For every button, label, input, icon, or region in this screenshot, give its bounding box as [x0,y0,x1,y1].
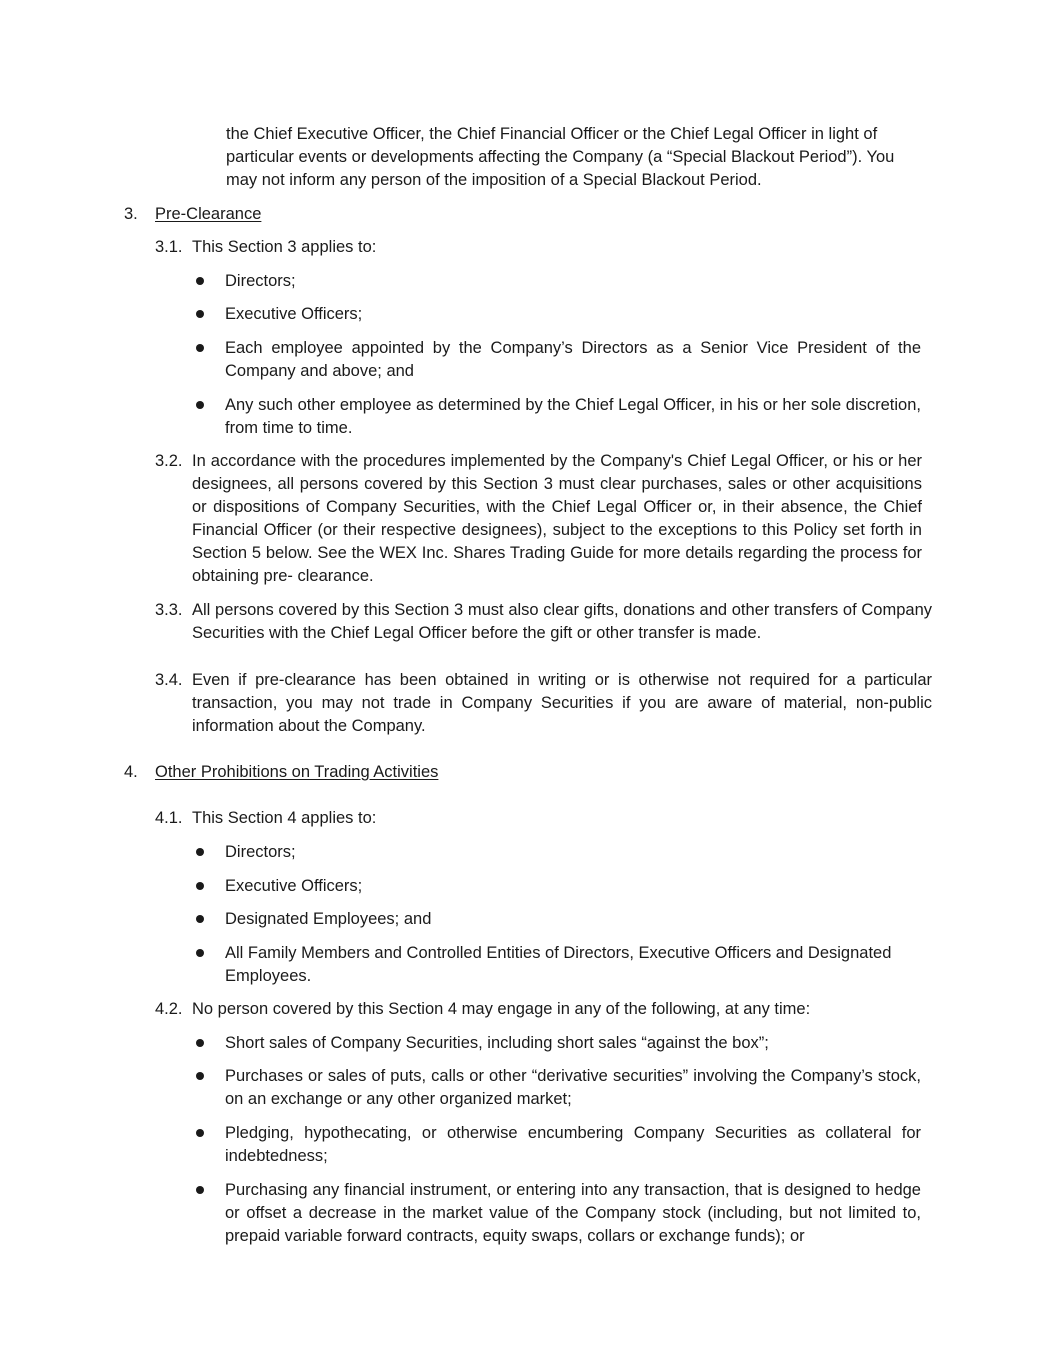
bullet-text: Purchasing any financial instrument, or entering into any transaction, that is designed to hedge or offset a decrease in the market value of the Company stock (including, but not limited to, prepaid variable forward contracts, equity swaps, collars or exchange funds); or [225,1181,921,1245]
bullet-text: Directors; [225,272,296,290]
bullet-dot [196,277,204,285]
subsection-text: In accordance with the procedures implemented by the Company's Chief Legal Officer, or his or her designees, all persons covered by this Section 3 must clear purchases, sales or other acquisitions or dispositions of Company Securities, with the Chief Legal Officer or, in their absence, the Chief Financial Officer (or their respective designees), subject to the exceptions to this Policy set forth in Section 5 below. See the WEX Inc. Shares Trading Guide for more details regarding the process for obtaining pre- clearance. [192,452,922,585]
subsection-text: This Section 4 applies to: [192,809,377,827]
subsection-number: 3.2. [155,452,183,470]
subsection-text: All persons covered by this Section 3 must also clear gifts, donations and other transfers of Company Securities with the Chief Legal Officer before the gift or other transfer is made. [192,601,932,642]
bullet-text: Designated Employees; and [225,910,432,928]
continuation-line: the Chief Executive Officer, the Chief Financial Officer or the Chief Legal Officer in light of [226,125,878,143]
bullet-dot [196,1039,204,1047]
bullet-dot [196,949,204,957]
subsection-text: No person covered by this Section 4 may engage in any of the following, at any time: [192,1000,811,1018]
bullet-dot [196,401,204,409]
bullet-text: Pledging, hypothecating, or otherwise encumbering Company Securities as collateral for indebtedness; [225,1124,921,1165]
subsection-number: 4.2. [155,1000,183,1018]
bullet-text: Executive Officers; [225,305,363,323]
subsection-number: 4.1. [155,809,183,827]
bullet-text: Short sales of Company Securities, including short sales “against the box”; [225,1034,769,1052]
section-title: Pre-Clearance [155,205,262,223]
subsection-text: Even if pre-clearance has been obtained in writing or is otherwise not required for a particular transaction, you may not trade in Company Securities if you are aware of material, non-public information about the Company. [192,671,932,735]
bullet-text: Each employee appointed by the Company’s Directors as a Senior Vice President of the Company and above; and [225,339,921,380]
bullet-text: All Family Members and Controlled Entities of Directors, Executive Officers and Designated Employees. [225,944,892,985]
continuation-line: may not inform any person of the imposition of a Special Blackout Period. [226,171,762,189]
bullet-dot [196,1129,204,1137]
section-number: 3. [124,205,138,223]
subsection-number: 3.3. [155,601,183,619]
section-title: Other Prohibitions on Trading Activities [155,763,439,781]
subsection-text: This Section 3 applies to: [192,238,377,256]
bullet-dot [196,1072,204,1080]
bullet-dot [196,848,204,856]
bullet-dot [196,882,204,890]
continuation-line: particular events or developments affecting the Company (a “Special Blackout Period”). You [226,148,895,166]
subsection-number: 3.1. [155,238,183,256]
bullet-dot [196,915,204,923]
bullet-dot [196,344,204,352]
section-number: 4. [124,763,138,781]
bullet-dot [196,310,204,318]
bullet-text: Purchases or sales of puts, calls or other “derivative securities” involving the Company’s stock, on an exchange or any other organized market; [225,1067,921,1108]
bullet-text: Executive Officers; [225,877,363,895]
bullet-dot [196,1186,204,1194]
bullet-text: Directors; [225,843,296,861]
bullet-text: Any such other employee as determined by the Chief Legal Officer, in his or her sole discretion, from time to time. [225,396,921,437]
subsection-number: 3.4. [155,671,183,689]
